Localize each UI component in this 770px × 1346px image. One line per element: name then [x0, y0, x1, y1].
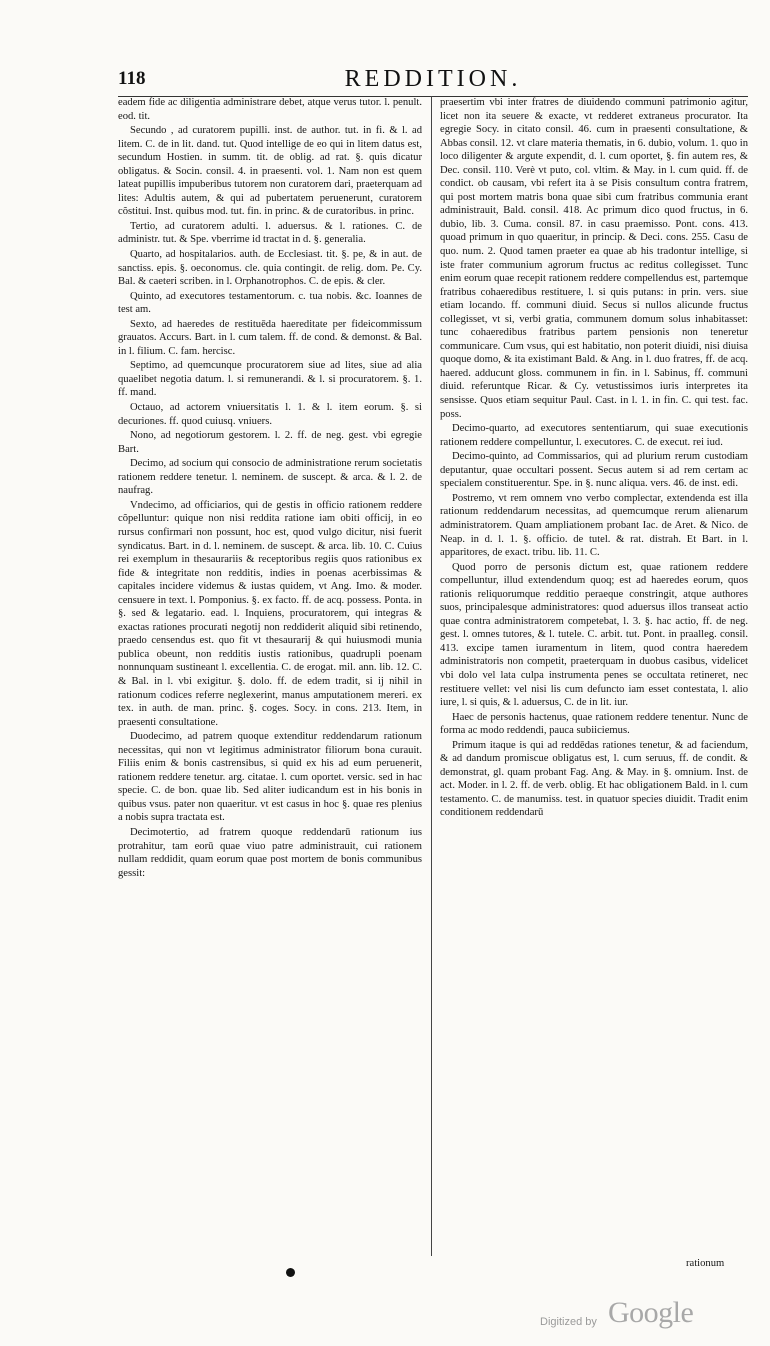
- ink-blot: [286, 1268, 295, 1277]
- paragraph: Primum itaque is qui ad reddēdas rationes tenetur, & ad faciendum, & ad dandum promiscue obligatus est, l. cum seruus, ff. de condit. & demonstrat, gl. quam probant Fag. Ang. & May. in §. omnium. Inst. de act. Moder. in l. 2. ff. de verb. oblig. Et hac obligationem Bald. in l. cum testamento. C. de manumiss. test. in quatuor species diuidit. Tradit enim conditionem reddendarū: [440, 739, 748, 819]
- paragraph: Nono, ad negotiorum gestorem. l. 2. ff. de neg. gest. vbi egregie Bart.: [118, 430, 422, 455]
- paragraph: eadem fide ac diligentia administrare debet, atque verus tutor. l. penult. eod. tit.: [118, 97, 422, 122]
- paragraph: Quarto, ad hospitalarios. auth. de Ecclesiast. tit. §. pe, & in aut. de sanctiss. epis. §. oeconomus. cle. quia contingit. de relig. dom. Pe. Cy. Bal. & caeteri scriben. in l. Orphanotrophos. C. de epis. & cler.: [118, 249, 422, 288]
- right-column: [440, 96, 748, 1276]
- paragraph: Decimo-quarto, ad executores sententiarum, qui suae executionis rationem reddere compelluntur, l. executores. C. de execut. rei iud.: [440, 423, 748, 448]
- running-title: REDDITION.: [344, 66, 522, 92]
- page-number: 118: [118, 68, 146, 89]
- paragraph: Haec de personis hactenus, quae rationem reddere tenentur. Nunc de forma ac modo reddendi, pauca subiiciemus.: [440, 711, 748, 737]
- paragraph: Quod porro de personis dictum est, quae rationem reddere compelluntur, illud extendendum quoq; est ad haeredes eorum, quos rationis reliquorumque redditio peraeque constringit, atque authores suos, principalesque administratores: quod aduersus illos transeat actio quae contra administratorem competebat, l. 3. §. hac actio, ff. de neg. gest. l. omnes tutores, & l. tutele. C. arbit. tut. Pont. in praalleg. consil. 413. excipe tamen iuramentum in litem, quod contra haeredem administratoris non competit, praeterquam in duobus casibus, videlicet vbi dolo vel lata culpa instrumenta penes se occultata retineret, nec restituere vellet: vel nisi lis cum defuncto iam esset contestata, l. alio iure, l. si quis, & l. aduersus, C. de in lit. iur.: [440, 561, 748, 709]
- paragraph: Sexto, ad haeredes de restituēda haereditate per fideicommissum grauatos. Accurs. Bart. in l. cum talem. ff. de cond. & demonst. & Bal. in l. filium. C. fam. hercisc.: [118, 318, 422, 357]
- paragraph: Octauo, ad actorem vniuersitatis l. 1. & l. item eorum. §. si decuriones. ff. quod cuiusq. vniuers.: [118, 402, 422, 427]
- left-column: [118, 96, 422, 1276]
- paragraph: Decimo, ad socium qui consocio de administratione rerum societatis rationem reddere tenetur. l. neminem. de suscept. & arca. & l. 2. de naufrag.: [118, 458, 422, 497]
- paragraph: Septimo, ad quemcunque procuratorem siue ad lites, siue ad alia quaelibet negotia datum. l. si remunerandi. & l. si procuratorem. §. 1. ff. mand.: [118, 360, 422, 399]
- page-header: [118, 66, 748, 94]
- paragraph: Quinto, ad executores testamentorum. c. tua nobis. &c. Ioannes de test am.: [118, 290, 422, 316]
- paragraph: Decimotertio, ad fratrem quoque reddendarū rationum ius protrahitur, tam eorū quae viuo patre administrauit, cui rationem nullam reddidit, quam eorum quae post mortem de bonis communibus gessit:: [118, 826, 422, 879]
- digitized-watermark: [540, 1296, 740, 1336]
- google-logo: Google: [608, 1296, 694, 1329]
- paragraph: Secundo , ad curatorem pupilli. inst. de author. tut. in fi. & l. ad litem. C. de in lit. dand. tut. Quod intellige de eo qui in litem datus est, secundum Hostien. in summ. tit. de oblig. ad rat. §. quis dicatur obligatus. & Socin. consil. 4. in praesenti. vol. 1. Nam non est quem lateat pupillis impuberibus tutorem non curatorem dari, praeterquam ad lites: Adultis autem, & qui ad pubertatem peruenerunt, curatorem cõstitui. Inst. quibus mod. tut. fin. in princ. & de curatoribus. in princ.: [118, 125, 422, 218]
- catchword: rationum: [686, 1258, 725, 1269]
- paragraph: Vndecimo, ad officiarios, qui de gestis in officio rationem reddere cõpelluntur: quique non nisi reddita ratione iam obiti officij, in eo rursus confirmari non possunt, hoc est, quod vulgo dicitur, nisi fuerit syndicatus. Bart. in d. l. neminem. de suscept. & arca. lib. 10. C. Cuius rei exemplum in thesaurariis & receptoribus regiis quos rationibus ex fide & integritate non redditis, indies in poenas acerbissimas & capitales incidere videmus & iustas quidem, vt Ang. Imo. & moder. censuere in text. l. Pomponius. §. ex facto. ff. de acq. possess. Ponta. in §. sed & legatario. ead. l. Inquiens, procuratorem, qui integras & exactas rationes procurati negotij non reddiderit aliquid sibi retinendo, praedo censendus est. quo fit vt thesaurarij & qui huiusmodi munia publica obeunt, non redditis iustis rationibus, quadrupli poenam nonnunquam sustineant l. excellentia. C. de erogat. mil. ann. lib. 12. C. & Bal. in l. vbi exigitur. §. dolo. ff. de edem tradit, si ij nihil in rationum codices referre neglexerint, manus amputationem mereri. ex tex. in auth. de man. princ. §. coges. Socy. in cons. 213. Item, in praesenti consultatione.: [118, 499, 422, 728]
- column-divider: [431, 96, 432, 1256]
- watermark-small-text: Digitized by: [540, 1316, 597, 1328]
- paragraph: Duodecimo, ad patrem quoque extenditur reddendarum rationum necessitas, qui non vt legitimus administrator filiorum bona curauit. Filiis enim & bonis castrensibus, si quid ex his ad eum peruenerit, rationem reddere tenetur. arg. citatae. l. cum oportet. versic. sed in hac specie. C. de bon. quae lib. Sed aliter iudicandum est in his bonis in quibus vsus. pater non quaeritur. vt est casus in hoc §. quae res plenius a nobis supra tractata est.: [118, 731, 422, 824]
- paragraph: Postremo, vt rem omnem vno verbo complectar, extendenda est illa rationum reddendarum necessitas, ad quemcumque rerum alienarum administratorem. Quam ampliationem probant Iac. de Aret. & Nico. de Neap. in d. l. 1. §. officio. de tutel. & rat. distrah. Et Bart. in l. apparitores, de exact. tribu. lib. 11. C.: [440, 492, 748, 559]
- paragraph: Decimo-quinto, ad Commissarios, qui ad plurium rerum custodiam deputantur, quae occultari possent. Secus autem si ad rem certam ac specialem constituerentur. Spe. in §. nunc aliqua. vers. 46. de inst. edi.: [440, 451, 748, 490]
- paragraph: Tertio, ad curatorem adulti. l. aduersus. & l. rationes. C. de administr. tut. & Spe. vberrime id tractat in d. §. generalia.: [118, 220, 422, 246]
- paragraph: praesertim vbi inter fratres de diuidendo communi patrimonio agitur, licet non ita seuere & exacte, vt redderet extraneus procurator. Ita egregie Socy. in citato consil. 46. cum in praesenti consultatione, & Abbas consil. 12. vt clare materia thematis, in 6. dubio, volum. 1. quo in loco diligenter & argute expendit, d. l. cum oportet, §. fin autem res, & Dec. consil. 110. Verè vt puto, col. vltim. & May. in l. cum quid. ff. de condict. ob causam, vbi refert ita à se Pisis consultum contra fratrem, qui post mortem matris bona quae sibi cum fratribus communia erant administrauit, Bald. consil. 418. Ac primum dico quod fructus, in 6. dubio, lib. 3. Cuma. consil. 87. in casu praemisso. Pont. cons. 413. quoad primum in quo quaeritur, in princip. & Deci. cons. 255. Casu de quo. num. 2. Quod tamen praeter ea quae ab his tradontur intellige, si iste frater communium agrorum fructus ac reditus collegisset. Tunc enim eorum quae recepit rationem reddere compellendus est, partemque fratribus cohaeredibus restituere, l. si quis putans: in prin. vers. siue etiam locando. ff. communi diuid. Secus si nullos alicunde fructus collegisset, vt si, verbi gratia, communem domum solus inhabitasset: tunc cohaeredibus fratribus partem pensionis non teneretur communicare. Cum vsus, qui est habitatio, non poterit diuidi, nisi diuisa quoque domo, & ita existimant Bald. & Ang. in l. duo fratres, ff. de acq. haered. adducunt gloss. communem in fin. in l. Sabinus, ff. communi diuid. referuntque Ricar. & Cy. vetustissimos iuris interpretes ita sensisse. Quos etiam sequitur Paul. Cast. in l. 1. in fin. C. qui test. fac. poss.: [440, 97, 748, 420]
